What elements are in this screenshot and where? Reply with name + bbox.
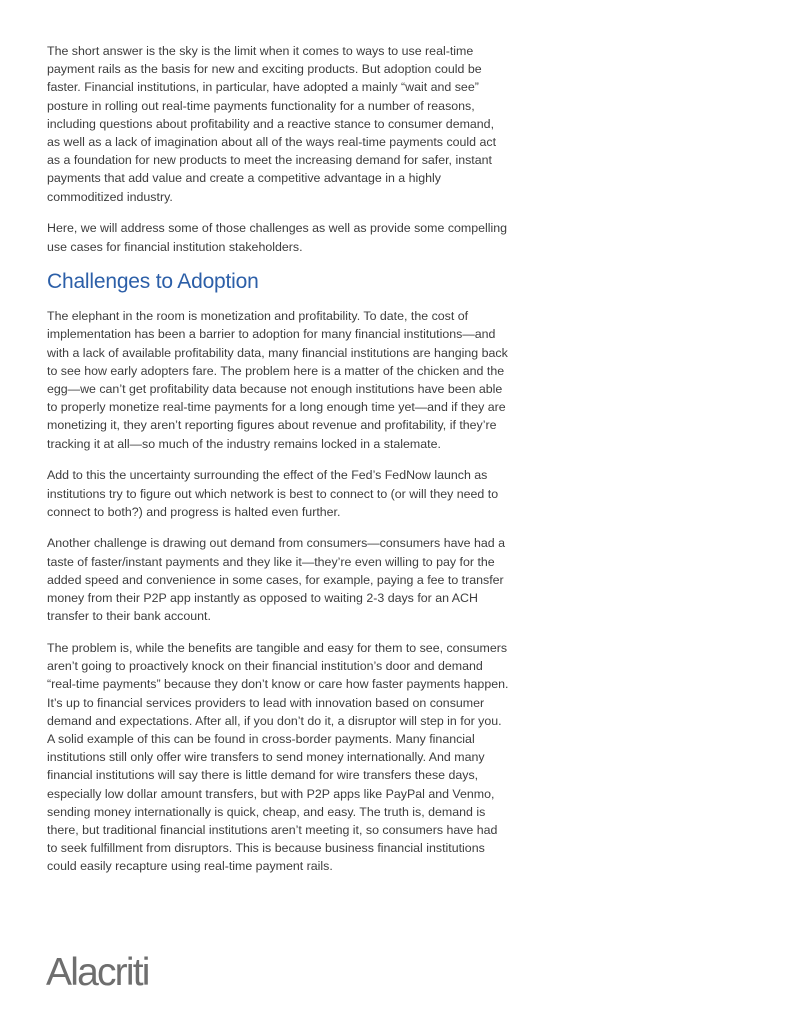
intro-paragraph-1: The short answer is the sky is the limit when it comes to ways to use real-time payment rails as the basis for new and exciting products. But adoption could be faster. Financial institutions, in particular, have adopted a mainly “wait and see” posture in rolling out real-time payments functionality for a number of reasons, including questions about profitability and a reactive stance to consumer demand, as well as a lack of imagination about all of the ways real-time payments could act as a foundation for new products to meet the increasing demand for safer, instant payments that add value and create a competitive advantage in a highly commoditized industry. [47,44,497,204]
alacriti-logo: Alacriti [46,951,149,994]
section-heading: Challenges to Adoption [47,270,259,294]
section-paragraph-1: The elephant in the room is monetization and profitability. To date, the cost of implementation has been a barrier to adoption for many financial institutions—and with a lack of available profitability data, many financial institutions are hanging back to see how early adopters fare. The problem here is a matter of the chicken and the egg—we can’t get profitability data because not enough institutions have been able to properly monetize real-time payments for a long enough time yet—and if they are monetizing it, they aren’t reporting figures about revenue and profitability, if they’re tracking it at all—so much of the industry remains locked in a stalemate. [47,309,508,451]
section-paragraph-4: The problem is, while the benefits are tangible and easy for them to see, consumers aren’t going to proactively knock on their financial institution’s door and demand “real-time payments” because they don’t know or care how faster payments happen. It’s up to financial services providers to lead with innovation based on consumer demand and expectations. After all, if you don’t do it, a disruptor will step in for you. A solid example of this can be found in cross-border payments. Many financial institutions still only offer wire transfers to send money internationally. And many financial institutions will say there is little demand for wire transfers these days, especially low dollar amount transfers, but with P2P apps like PayPal and Venmo, sending money internationally is quick, cheap, and easy. The truth is, demand is there, but traditional financial institutions aren’t meeting it, so consumers have had to seek fulfillment from disruptors. This is because business financial institutions could easily recapture using real-time payment rails. [47,640,509,874]
section-paragraph-2: Add to this the uncertainty surrounding the effect of the Fed’s FedNow launch as institutions try to figure out which network is best to connect to (or will they need to connect to both?) and progress is halted even further. [47,468,499,519]
section-paragraph-3: Another challenge is drawing out demand from consumers—consumers have had a taste of faster/instant payments and they like it—they’re even willing to pay for the added speed and convenience in some cases, for example, paying a fee to transfer money from their P2P app instantly as opposed to waiting 2-3 days for an ACH transfer to their bank account. [47,536,506,624]
intro-paragraph-2: Here, we will address some of those challenges as well as provide some compelling use cases for financial institution stakeholders. [47,221,508,254]
document-body [47,42,509,889]
